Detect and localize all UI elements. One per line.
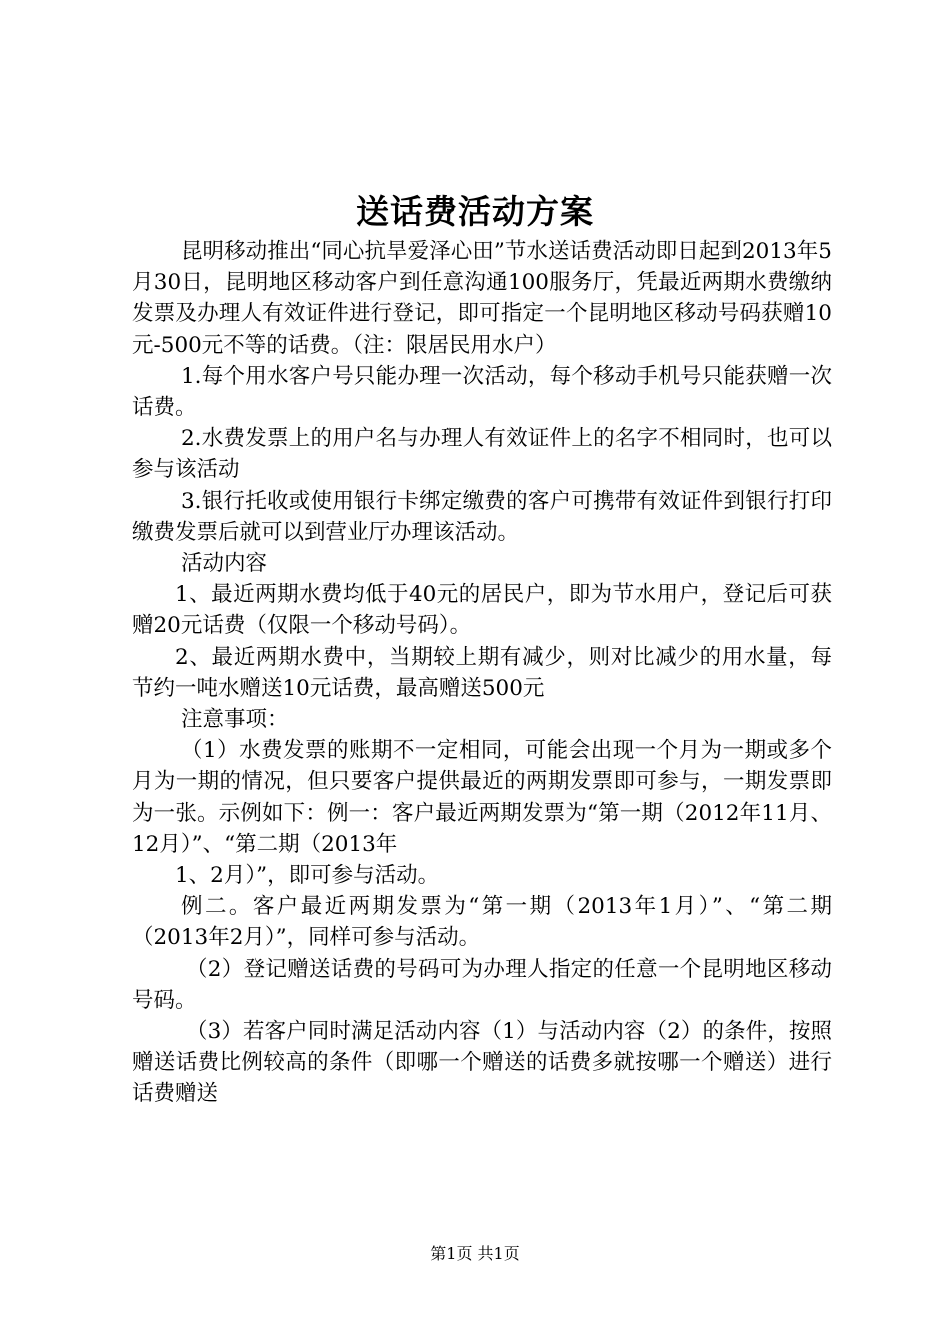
document-body — [132, 236, 832, 1110]
content-paragraph: 1、最近两期水费均低于40元的居民户，即为节水用户，登记后可获赠20元话费（仅限一个移动号码）。 — [132, 582, 832, 639]
rule-paragraph: 2.水费发票上的用户名与办理人有效证件上的名字不相同时，也可以参与该活动 — [132, 426, 832, 483]
note-paragraph: （1）水费发票的账期不一定相同，可能会出现一个月为一期或多个月为一期的情况，但只要客户提供最近的两期发票即可参与，一期发票即为一张。示例如下：例一：客户最近两期发票为“第一期（2012年11月、12月）”、“第二期（2013年 — [132, 738, 832, 857]
section-heading: 注意事项： — [181, 707, 289, 733]
document-title: 送话费活动方案 — [356, 192, 594, 231]
rule-paragraph: 1.每个用水客户号只能办理一次活动，每个移动手机号只能获赠一次话费。 — [132, 363, 832, 421]
section-heading: 活动内容 — [181, 551, 268, 577]
content-paragraph: 2、最近两期水费中，当期较上期有减少，则对比减少的用水量，每节约一吨水赠送10元话费，最高赠送500元 — [132, 644, 832, 701]
page-footer: 第1页 共1页 — [430, 1244, 520, 1263]
note-paragraph: （3）若客户同时满足活动内容（1）与活动内容（2）的条件，按照赠送话费比例较高的条件（即哪一个赠送的话费多就按哪一个赠送）进行话费赠送 — [132, 1019, 832, 1107]
note-paragraph: （2）登记赠送话费的号码可为办理人指定的任意一个昆明地区移动号码。 — [132, 956, 832, 1013]
intro-paragraph: 昆明移动推出“同心抗旱爱泽心田”节水送话费活动即日起到2013年5月30日，昆明地区移动客户到任意沟通100服务厅，凭最近两期水费缴纳发票及办理人有效证件进行登记，即可指定一个昆明地区移动号码获赠10元-500元不等的话费。（注：限居民用水户） — [132, 239, 832, 358]
note-paragraph: 例二。客户最近两期发票为“第一期（2013年1月）”、“第二期（2013年2月）”，同样可参与活动。 — [132, 894, 832, 951]
rule-paragraph: 3.银行托收或使用银行卡绑定缴费的客户可携带有效证件到银行打印缴费发票后就可以到营业厅办理该活动。 — [132, 488, 832, 545]
note-paragraph: 1、2月）”，即可参与活动。 — [175, 863, 440, 889]
